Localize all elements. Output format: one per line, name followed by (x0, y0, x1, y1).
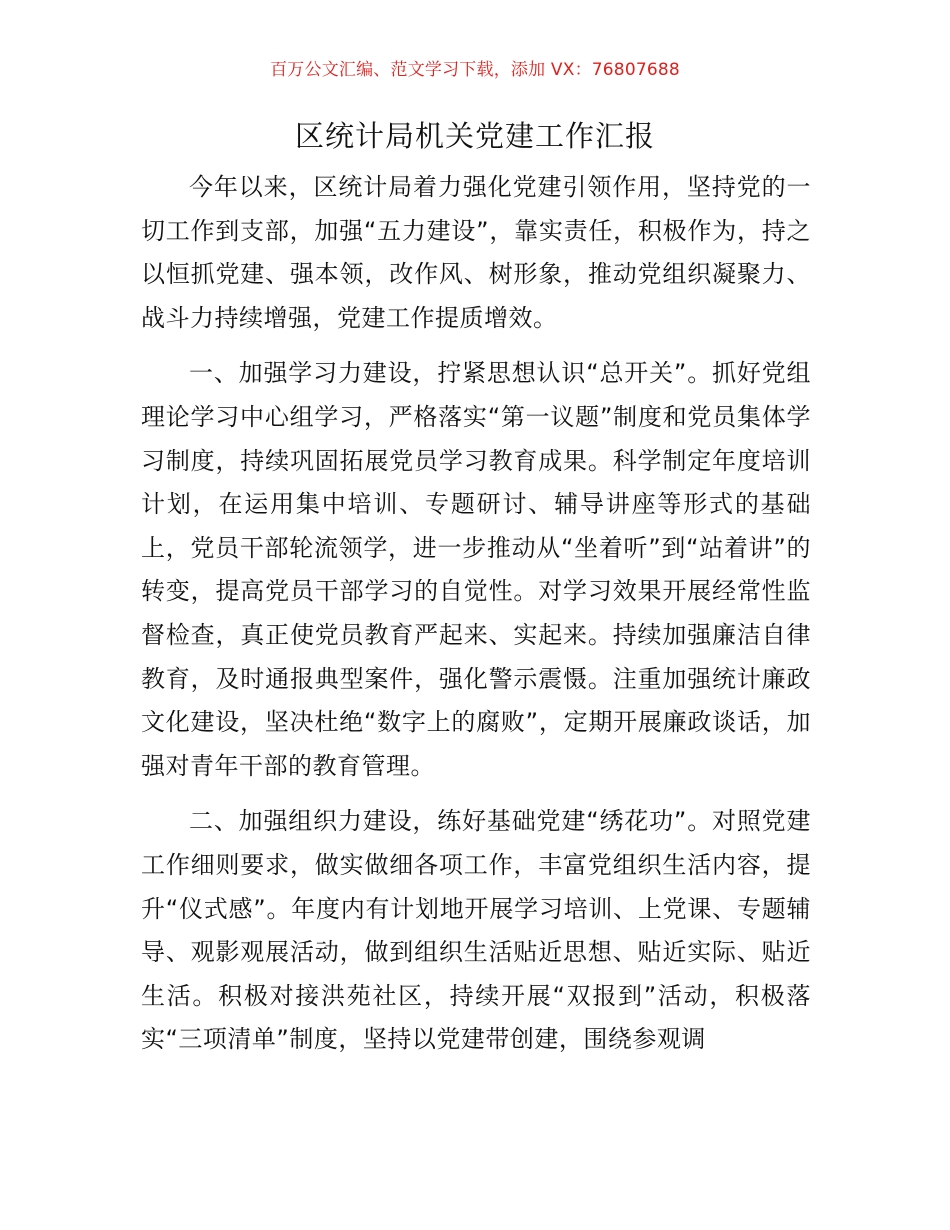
document-title: 区统计局机关党建工作汇报 (294, 119, 655, 153)
paragraph-section-1: 一、加强学习力建设，拧紧思想认识“总开关”。抓好党组理论学习中心组学习，严格落实“第一议题”制度和党员集体学习制度，持续巩固拓展党员学习教育成果。科学制定年度培训计划，在运用集中培训、专题研讨、辅导讲座等形式的基础上，党员干部轮流领学，进一步推动从“坐着听”到“站着讲”的转变，提高党员干部学习的自觉性。对学习效果开展经常性监督检查，真正使党员教育严起来、实起来。持续加强廉洁自律教育，及时通报典型案件，强化警示震慑。注重加强统计廉政文化建设，坚决杜绝“数字上的腐败”，定期开展廉政谈话，加强对青年干部的教育管理。 (141, 359, 811, 780)
paragraph-section-2: 二、加强组织力建设，练好基础党建“绣花功”。对照党建工作细则要求，做实做细各项工作，丰富党组织生活内容，提升“仪式感”。年度内有计划地开展学习培训、上党课、专题辅导、观影观展活动，做到组织生活贴近思想、贴近实际、贴近生活。积极对接洪苑社区，持续开展“双报到”活动，积极落实“三项清单”制度，坚持以党建带创建，围绕参观调 (141, 807, 811, 1054)
watermark-header: 百万公文汇编、范文学习下载，添加 VX：76807688 (270, 60, 680, 80)
paragraph-intro: 今年以来，区统计局着力强化党建引领作用，坚持党的一切工作到支部，加强“五力建设”，靠实责任，积极作为，持之以恒抓党建、强本领，改作风、树形象，推动党组织凝聚力、战斗力持续增强，党建工作提质增效。 (141, 173, 811, 332)
document-body (141, 166, 811, 1074)
